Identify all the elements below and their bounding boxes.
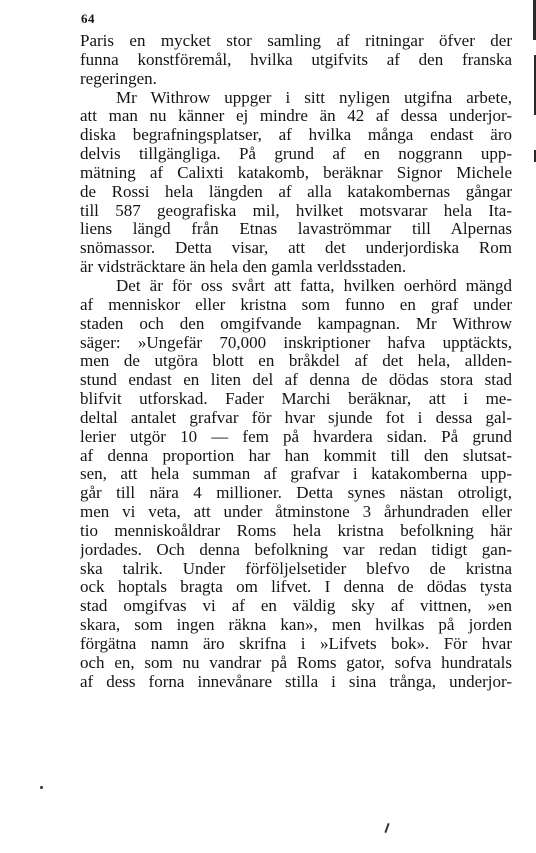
text-line: stad omgifvas vi af en väldig sky af vittnen, »en bbox=[80, 597, 512, 616]
text-line: skara, som ingen räkna kan», men hvilkas på jorden bbox=[80, 616, 512, 635]
text-line: de Rossi hela längden af alla katakombernas gångar bbox=[80, 182, 512, 201]
text-line: sen, att hela summan af grafvar i katakomberna upp- bbox=[80, 465, 512, 484]
text-line: af denna proportion har han kommit till den slutsat- bbox=[80, 446, 512, 465]
scan-speck bbox=[384, 823, 389, 833]
text-line: stund endast en liten del af denna de dödas stora stad bbox=[80, 371, 512, 390]
page-number: 64 bbox=[81, 11, 95, 26]
text-line: att man nu känner ej mindre än 42 af dessa underjor- bbox=[80, 107, 512, 126]
text-line: till 587 geografiska mil, hvilket motsvarar hela Ita- bbox=[80, 201, 512, 220]
text-line: lerier utgör 10 — fem på hvardera sidan. På grund bbox=[80, 427, 512, 446]
text-line: säger: »Ungefär 70,000 inskriptioner hafva upptäckts, bbox=[80, 333, 512, 352]
text-line: liens längd från Etnas lavaströmmar till Alpernas bbox=[80, 220, 512, 239]
text-line: diska begrafningsplatser, af hvilka många endast äro bbox=[80, 126, 512, 145]
text-line: Paris en mycket stor samling af ritningar öfver der bbox=[80, 32, 512, 50]
text-line: och en, som nu vandrar på Roms gator, sofva hundratals bbox=[80, 653, 512, 672]
text-line: delvis tillgängliga. På grund af en noggrann upp- bbox=[80, 145, 512, 164]
text-line: af dess forna innevånare stilla i sina trånga, underjor- bbox=[80, 672, 512, 691]
text-line: staden och den omgifvande kampagnan. Mr Withrow bbox=[80, 314, 512, 333]
text-line: går till nära 4 millioner. Detta synes nästan otroligt, bbox=[80, 484, 512, 503]
text-line: jordades. Och denna befolkning var redan tidigt gan- bbox=[80, 540, 512, 559]
text-line: regeringen. bbox=[80, 69, 157, 88]
body-text bbox=[80, 32, 512, 692]
text-line: men de utgöra blott en bråkdel af det hela, allden- bbox=[80, 352, 512, 371]
text-line: ock hoptals bragta om lifvet. I denna de dödas tysta bbox=[80, 578, 512, 597]
text-line: men vi veta, att under åtminstone 3 århundraden eller bbox=[80, 503, 512, 522]
text-line: Mr Withrow uppger i sitt nyligen utgifna arbete, bbox=[116, 88, 512, 107]
text-line: är vidsträcktare än hela den gamla verldsstaden. bbox=[80, 258, 407, 277]
text-line: snömassor. Detta visar, att det underjordiska Rom bbox=[80, 239, 512, 258]
scan-speck bbox=[40, 786, 43, 789]
text-line: funna konstföremål, hvilka utgifvits af den franska bbox=[80, 50, 512, 69]
text-line: tio menniskoåldrar Roms hela kristna befolkning här bbox=[80, 521, 512, 540]
text-line: mätning af Calixti katakomb, beräknar Signor Michele bbox=[80, 163, 512, 182]
text-line: Det är för oss svårt att fatta, hvilken oerhörd mängd bbox=[116, 276, 512, 295]
text-line: blifvit utforskad. Fader Marchi beräknar, att i me- bbox=[80, 390, 512, 409]
text-line: deltal antalet grafvar för hvar sjunde fot i dessa gal- bbox=[80, 408, 512, 427]
text-line: förgätna namn äro skrifna i »Lifvets bok». För hvar bbox=[80, 635, 512, 653]
text-line: ska talrik. Under förföljelsetider blefvo de kristna bbox=[80, 559, 512, 578]
text-line: af menniskor eller kristna som funno en graf under bbox=[80, 295, 512, 314]
